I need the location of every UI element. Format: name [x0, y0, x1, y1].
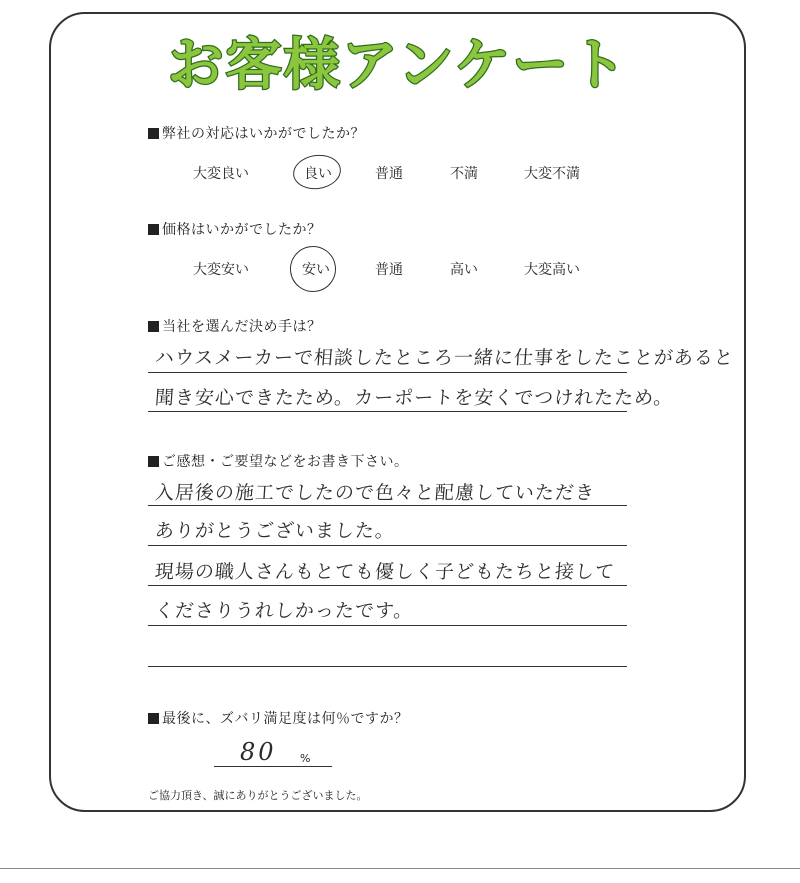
question-3-text: 当社を選んだ決め手は？ [162, 319, 322, 335]
bullet-square-icon [148, 128, 159, 139]
question-5-text: 最後に、ズバリ満足度は何％ですか？ [162, 711, 409, 727]
title-graphic [0, 20, 800, 100]
answer-rule [148, 411, 627, 412]
answer-rule [148, 666, 627, 667]
q1-option-5[interactable]: 大変不満 [524, 166, 580, 182]
question-5-label [148, 708, 409, 728]
question-4-text: ご感想・ご要望などをお書き下さい。 [162, 454, 409, 470]
bullet-square-icon [148, 713, 159, 724]
question-2-text: 価格はいかがでしたか？ [162, 222, 322, 238]
q1-option-2[interactable]: 良い [304, 166, 332, 182]
q2-option-2[interactable]: 安い [302, 262, 330, 278]
q4-answer-line-4: くださりうれしかったです。 [154, 600, 415, 622]
question-2-label [148, 219, 322, 239]
q4-answer-line-1: 入居後の施工でしたので色々と配慮していただき [154, 482, 596, 504]
q4-answer-line-2: ありがとうございました。 [154, 520, 396, 542]
question-4-label [148, 451, 409, 471]
satisfaction-rule [214, 766, 332, 767]
question-1-label [148, 123, 365, 143]
answer-rule [148, 372, 627, 373]
thanks-note: ご協力頂き、誠にありがとうございました。 [148, 789, 368, 802]
scan-edge-line [0, 868, 800, 869]
answer-rule [148, 585, 627, 586]
q1-option-3[interactable]: 普通 [375, 166, 403, 182]
q2-option-5[interactable]: 大変高い [524, 262, 580, 278]
percent-unit: % [300, 752, 311, 765]
q2-option-1[interactable]: 大変安い [193, 262, 249, 278]
q1-option-1[interactable]: 大変良い [193, 166, 249, 182]
question-1-text: 弊社の対応はいかがでしたか？ [162, 126, 365, 142]
bullet-square-icon [148, 456, 159, 467]
page-title: お客様アンケート [167, 33, 629, 98]
q4-answer-line-3: 現場の職人さんもとても優しく子どもたちと接して [154, 561, 616, 583]
bullet-square-icon [148, 321, 159, 332]
q3-answer-line-2: 聞き安心できたため。カーポートを安くでつけれたため。 [154, 387, 675, 409]
bullet-square-icon [148, 224, 159, 235]
answer-rule [148, 625, 627, 626]
title-block [0, 20, 800, 100]
q1-option-4[interactable]: 不満 [450, 166, 478, 182]
answer-rule [148, 505, 627, 506]
satisfaction-value[interactable]: 80 [240, 738, 277, 766]
question-3-label [148, 316, 322, 336]
q2-option-4[interactable]: 高い [450, 262, 478, 278]
q3-answer-line-1: ハウスメーカーで相談したところ一緒に仕事をしたことがあると [154, 347, 735, 369]
q2-option-3[interactable]: 普通 [375, 262, 403, 278]
question-2-options [0, 259, 800, 289]
question-1-options [0, 163, 800, 193]
answer-rule [148, 545, 627, 546]
